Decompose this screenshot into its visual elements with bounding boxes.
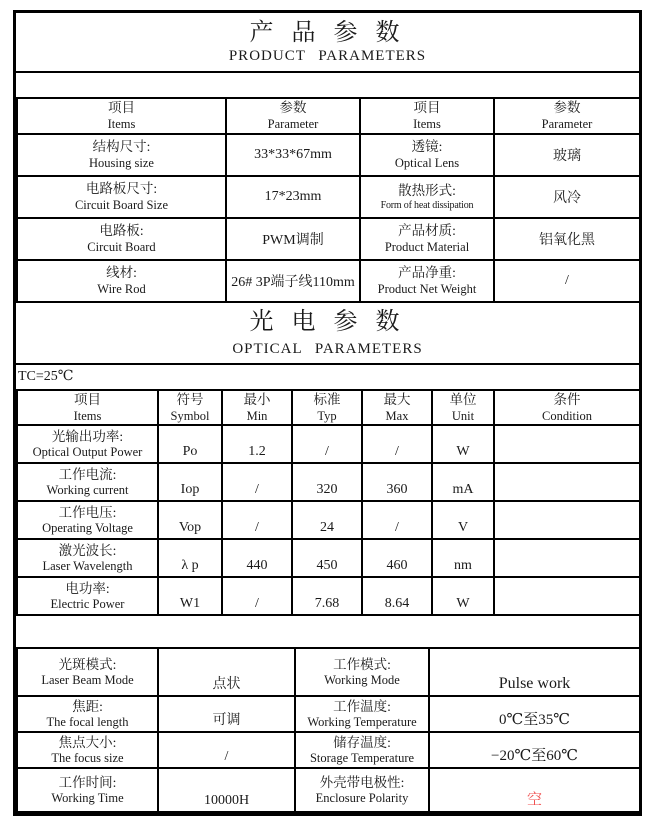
item-cell xyxy=(360,176,494,218)
column-header-en: Items xyxy=(107,116,136,131)
table-header-row xyxy=(17,390,640,425)
column-header xyxy=(17,98,226,134)
item-label-en: Working Mode xyxy=(324,673,400,688)
column-header-cn: 条件 xyxy=(553,392,581,407)
table-row xyxy=(17,732,640,768)
spacer-row xyxy=(16,71,639,97)
item-label-cn: 光输出功率: xyxy=(51,428,124,444)
typ-cell: 24 xyxy=(292,501,362,539)
condition-cell xyxy=(494,539,640,577)
item-label-en: Operating Voltage xyxy=(42,521,133,536)
item-cell xyxy=(360,218,494,260)
table-row xyxy=(17,218,640,260)
optical-title-cn: 光 电 参 数 xyxy=(249,309,406,336)
max-cell: 460 xyxy=(362,539,432,577)
item-cell xyxy=(295,732,429,768)
unit-cell: W xyxy=(432,577,494,615)
page-title-cn: 产 品 参 数 xyxy=(249,20,406,47)
column-header xyxy=(222,390,292,425)
column-header xyxy=(362,390,432,425)
column-header-cn: 符号 xyxy=(176,392,204,407)
min-cell: / xyxy=(222,463,292,501)
value-cell: 点状 xyxy=(158,648,295,696)
item-cell xyxy=(17,218,226,260)
item-cell xyxy=(360,260,494,302)
value-cell: 10000H xyxy=(158,768,295,812)
value-cell: 17*23mm xyxy=(226,176,360,218)
item-label-en: The focal length xyxy=(46,715,129,730)
item-cell xyxy=(17,648,158,696)
item-cell xyxy=(17,425,158,463)
page-title xyxy=(16,13,639,71)
column-header-cn: 最大 xyxy=(383,392,411,407)
value-cell: 0℃至35℃ xyxy=(429,696,640,732)
value-cell: / xyxy=(158,732,295,768)
min-cell: / xyxy=(222,577,292,615)
value-cell: 铝氧化黑 xyxy=(494,218,640,260)
item-cell xyxy=(17,539,158,577)
table-row xyxy=(17,696,640,732)
value-cell-highlight: 空 xyxy=(429,768,640,812)
value-cell: 33*33*67mm xyxy=(226,134,360,176)
table-row xyxy=(17,134,640,176)
column-header-en: Parameter xyxy=(541,116,593,131)
column-header xyxy=(494,98,640,134)
unit-cell: W xyxy=(432,425,494,463)
symbol-cell: λ p xyxy=(158,539,222,577)
value-cell: −20℃至60℃ xyxy=(429,732,640,768)
column-header xyxy=(292,390,362,425)
item-label-cn: 焦距: xyxy=(72,698,103,714)
value-cell: 可调 xyxy=(158,696,295,732)
unit-cell: mA xyxy=(432,463,494,501)
value-cell: PWM调制 xyxy=(226,218,360,260)
min-cell: / xyxy=(222,501,292,539)
column-header-en: Condition xyxy=(541,408,592,423)
value-cell: 26# 3P端子线110mm xyxy=(226,260,360,302)
test-condition-note: TC=25℃ xyxy=(16,363,639,389)
value-cell: Pulse work xyxy=(429,648,640,696)
item-cell xyxy=(17,577,158,615)
column-header-en: Parameter xyxy=(267,116,319,131)
max-cell: / xyxy=(362,425,432,463)
item-label-cn: 工作电流: xyxy=(58,466,117,482)
item-cell xyxy=(17,176,226,218)
table-row xyxy=(17,425,640,463)
item-label-en: Working Time xyxy=(51,791,124,806)
table-row xyxy=(17,577,640,615)
column-header xyxy=(432,390,494,425)
item-label-cn: 工作模式: xyxy=(333,656,391,672)
item-label-en: Product Net Weight xyxy=(377,281,477,296)
optical-section-title xyxy=(16,303,639,363)
item-cell xyxy=(17,260,226,302)
item-label-cn: 储存温度: xyxy=(333,734,391,750)
column-header xyxy=(158,390,222,425)
item-cell xyxy=(17,134,226,176)
item-label-cn: 结构尺寸: xyxy=(92,139,151,155)
product-parameters-table xyxy=(16,97,641,303)
item-cell xyxy=(17,732,158,768)
table-row xyxy=(17,260,640,302)
item-label-cn: 电路板尺寸: xyxy=(85,181,158,197)
table-row xyxy=(17,648,640,696)
item-label-cn: 焦点大小: xyxy=(58,734,117,750)
min-cell: 440 xyxy=(222,539,292,577)
condition-cell xyxy=(494,425,640,463)
table-row xyxy=(17,501,640,539)
column-header-cn: 参数 xyxy=(553,100,581,116)
unit-cell: nm xyxy=(432,539,494,577)
column-header-en: Symbol xyxy=(170,408,210,423)
item-label-en: The focus size xyxy=(51,751,124,766)
item-label-cn: 光斑模式: xyxy=(58,656,117,672)
item-cell xyxy=(17,768,158,812)
table-row xyxy=(17,768,640,812)
column-header-cn: 项目 xyxy=(108,100,135,116)
item-cell xyxy=(17,501,158,539)
column-header-en: Unit xyxy=(451,408,475,423)
column-header-cn: 单位 xyxy=(449,392,477,407)
optical-title-en: OPTICAL PARAMETERS xyxy=(232,341,423,358)
item-label-cn: 电路板: xyxy=(99,223,144,239)
column-header-en: Items xyxy=(73,408,102,423)
item-label-en: Storage Temperature xyxy=(309,751,415,766)
item-cell xyxy=(295,768,429,812)
condition-cell xyxy=(494,577,640,615)
item-label-cn: 电功率: xyxy=(65,580,110,596)
typ-cell: / xyxy=(292,425,362,463)
max-cell: 360 xyxy=(362,463,432,501)
condition-cell xyxy=(494,463,640,501)
item-label-en: Optical Output Power xyxy=(32,445,143,460)
item-label-cn: 工作时间: xyxy=(58,774,117,790)
column-header xyxy=(494,390,640,425)
item-cell xyxy=(295,696,429,732)
item-label-en: Laser Beam Mode xyxy=(41,673,134,688)
table-header-row xyxy=(17,98,640,134)
min-cell: 1.2 xyxy=(222,425,292,463)
column-header-cn: 标准 xyxy=(313,392,341,407)
table-row xyxy=(17,539,640,577)
sheet-frame xyxy=(13,10,642,816)
column-header-cn: 项目 xyxy=(74,392,101,407)
item-label-cn: 散热形式: xyxy=(398,182,456,198)
symbol-cell: Po xyxy=(158,425,222,463)
symbol-cell: Iop xyxy=(158,463,222,501)
column-header xyxy=(226,98,360,134)
item-cell xyxy=(360,134,494,176)
optical-parameters-table xyxy=(16,389,641,616)
typ-cell: 320 xyxy=(292,463,362,501)
value-cell: 风冷 xyxy=(494,176,640,218)
item-label-en: Laser Wavelength xyxy=(42,559,133,574)
column-header-en: Max xyxy=(385,408,409,423)
item-label-en: Enclosure Polarity xyxy=(315,791,409,806)
general-parameters-table xyxy=(16,647,641,813)
item-cell xyxy=(295,648,429,696)
column-header-en: Min xyxy=(246,408,268,423)
column-header xyxy=(360,98,494,134)
item-label-cn: 线材: xyxy=(106,265,137,281)
item-label-en: Housing size xyxy=(89,155,154,170)
item-label-cn: 透镜: xyxy=(411,139,443,155)
item-label-en: Optical Lens xyxy=(394,155,460,170)
item-label-en: Electric Power xyxy=(50,597,125,612)
item-cell xyxy=(17,463,158,501)
typ-cell: 7.68 xyxy=(292,577,362,615)
max-cell: 8.64 xyxy=(362,577,432,615)
condition-cell xyxy=(494,501,640,539)
column-header xyxy=(17,390,158,425)
item-label-en: Circuit Board xyxy=(87,239,156,254)
item-label-cn: 外壳带电极性: xyxy=(319,774,405,790)
unit-cell: V xyxy=(432,501,494,539)
table-row xyxy=(17,463,640,501)
item-label-cn: 产品材质: xyxy=(398,223,456,239)
symbol-cell: Vop xyxy=(158,501,222,539)
symbol-cell: W1 xyxy=(158,577,222,615)
item-label-en: Working current xyxy=(46,483,129,498)
column-header-cn: 最小 xyxy=(243,392,271,407)
value-cell: 玻璃 xyxy=(494,134,640,176)
typ-cell: 450 xyxy=(292,539,362,577)
item-cell xyxy=(17,696,158,732)
column-header-cn: 参数 xyxy=(279,100,307,116)
item-label-en: Wire Rod xyxy=(97,281,146,296)
item-label-cn: 工作电压: xyxy=(58,504,117,520)
spacer-row xyxy=(16,616,639,647)
page-title-en: PRODUCT PARAMETERS xyxy=(228,48,427,65)
column-header-en: Items xyxy=(413,116,441,131)
table-row xyxy=(17,176,640,218)
column-header-en: Typ xyxy=(317,408,337,423)
value-cell: / xyxy=(494,260,640,302)
column-header-cn: 项目 xyxy=(413,100,441,116)
item-label-en: Product Material xyxy=(384,239,470,254)
item-label-en: Circuit Board Size xyxy=(74,197,169,212)
item-label-cn: 产品净重: xyxy=(398,265,456,281)
max-cell: / xyxy=(362,501,432,539)
item-label-cn: 工作温度: xyxy=(333,698,391,714)
item-label-en: Working Temperature xyxy=(307,715,417,730)
item-label-en: Form of heat dissipation xyxy=(380,199,474,211)
item-label-cn: 激光波长: xyxy=(58,542,117,558)
